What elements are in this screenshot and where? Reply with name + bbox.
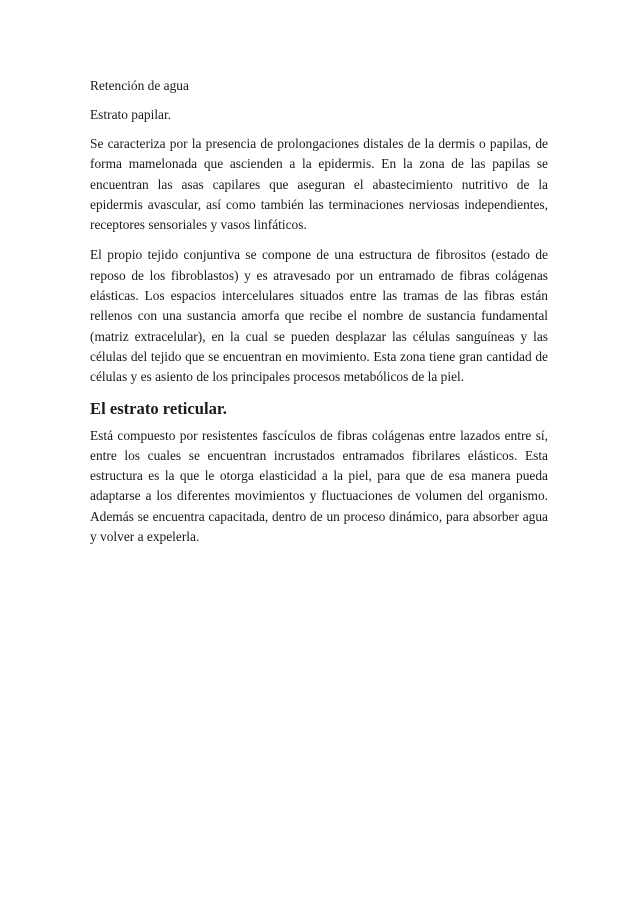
paragraph-papilar-description: Se caracteriza por la presencia de prolongaciones distales de la dermis o papilas, de forma mamelonada que ascienden a la epidermis. En la zona de las papilas se encuentran las asas capilares que aseguran el abastecimiento nutritivo de la epidermis avascular, así como también las terminaciones nerviosas independientes, receptores sensoriales y vasos linfáticos. [90,136,548,233]
document-page [90,76,548,557]
document-title: Retención de agua [90,78,189,93]
paragraph-tejido-conjuntivo: El propio tejido conjuntiva se compone de una estructura de fibrositos (estado de reposo de los fibroblastos) y es atravesado por un entramado de fibras colágenas elásticas. Los espacios intercelulares situados entre las tramas de las fibras están rellenos con una sustancia amorfa que recibe el nombre de sustancia fundamental (matriz extracelular), en la cual se pueden desplazar las células sanguíneas y las células del tejido que se encuentran en movimiento. Esta zona tiene gran cantidad de células y es asiento de los principales procesos metabólicos de la piel. [90,247,548,385]
section-subtitle-estrato-papilar: Estrato papilar. [90,107,172,122]
section-heading-estrato-reticular: El estrato reticular. [90,398,227,418]
paragraph-estrato-reticular: Está compuesto por resistentes fascículos de fibras colágenas entre lazados entre sí, entre los cuales se encuentran incrustados entramados fibrilares elásticos. Esta estructura es la que le otorga elasticidad a la piel, para que de esa manera pueda adaptarse a los diferentes movimientos y fluctuaciones de volumen del organismo. Además se encuentra capacitada, dentro de un proceso dinámico, para absorber agua y volver a expelerla. [90,427,548,545]
